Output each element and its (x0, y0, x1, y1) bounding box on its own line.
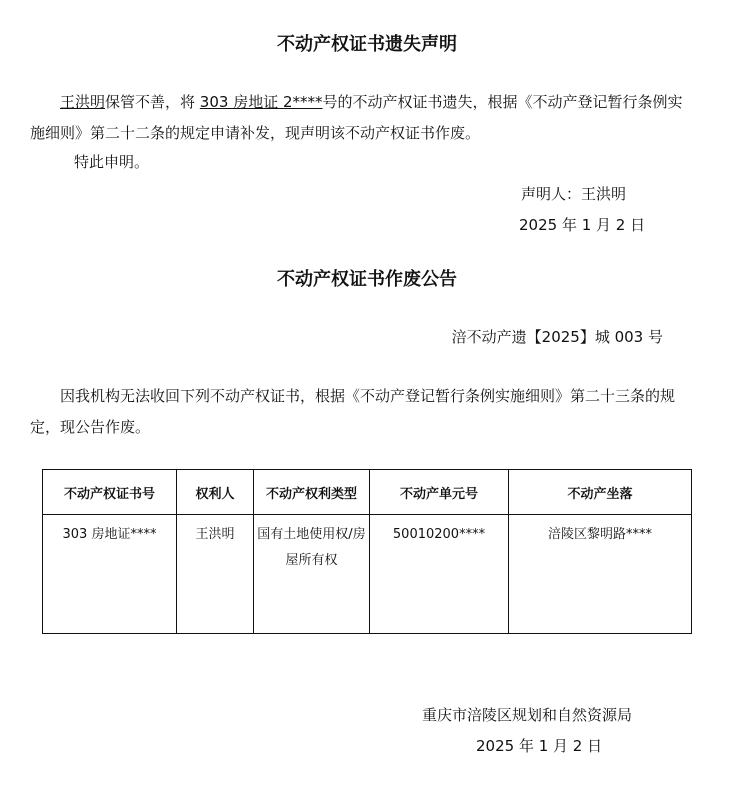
statement-cert-number: 303 房地证 2**** (199, 93, 323, 111)
certificate-table (42, 469, 692, 634)
statement-date: 2025 年 1 月 2 日 (519, 216, 646, 234)
statement-declarant: 声明人：王洪明 (521, 185, 627, 203)
header-right-type: 不动产权利类型 (254, 470, 370, 515)
cell-right-holder: 王洪明 (177, 515, 254, 634)
table-header-row (43, 470, 692, 515)
header-location: 不动产坐落 (509, 470, 692, 515)
notice-date: 2025 年 1 月 2 日 (476, 737, 603, 755)
statement-closing: 特此申明。 (74, 153, 150, 171)
header-right-holder: 权利人 (177, 470, 254, 515)
statement-title: 不动产权证书遗失声明 (277, 34, 457, 55)
cell-cert-number: 303 房地证**** (43, 515, 177, 634)
statement-body-rest: 号的不动产权证书遗失，根据《不动产登记暂行条例实施细则》第二十二条的规定申请补发，现声明该不动产权证书作废。 (30, 93, 683, 142)
notice-body: 因我机构无法收回下列不动产权证书，根据《不动产登记暂行条例实施细则》第二十三条的规定，现公告作废。 (30, 387, 676, 436)
notice-title: 不动产权证书作废公告 (277, 269, 457, 290)
statement-name: 王洪明 (60, 93, 106, 111)
notice-issuer: 重庆市涪陵区规划和自然资源局 (422, 706, 633, 724)
header-unit-number: 不动产单元号 (370, 470, 509, 515)
header-cert-number: 不动产权证书号 (43, 470, 177, 515)
table-row (43, 515, 692, 634)
statement-body-mid: 保管不善，将 (105, 93, 200, 111)
notice-doc-number: 涪不动产遗【2025】城 003 号 (451, 328, 663, 346)
statement-body (30, 87, 694, 149)
cell-right-type: 国有土地使用权/房屋所有权 (254, 515, 370, 634)
cell-unit-number: 50010200**** (370, 515, 509, 634)
cell-location: 涪陵区黎明路**** (509, 515, 692, 634)
